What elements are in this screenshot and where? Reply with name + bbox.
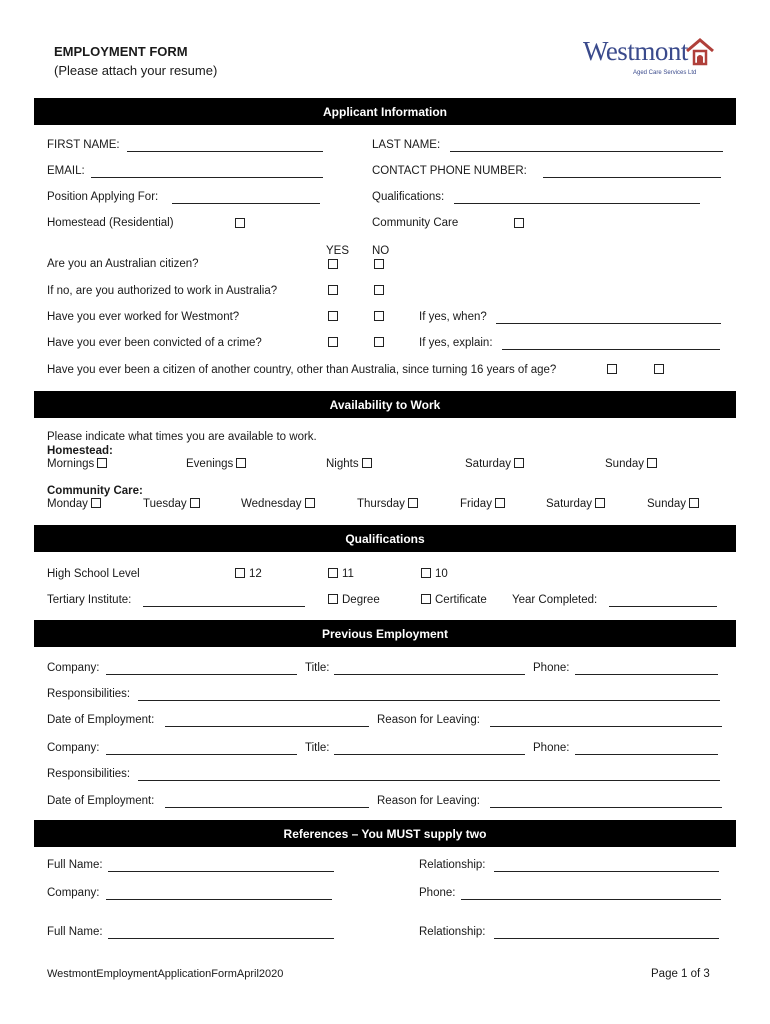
level-12-checkbox[interactable]: [235, 568, 245, 578]
first-name-field[interactable]: [127, 151, 323, 152]
ref1-relationship-field[interactable]: [494, 871, 719, 872]
prev2-company-field[interactable]: [106, 754, 297, 755]
homestead-heading: Homestead:: [47, 445, 113, 457]
section-availability: Availability to Work: [34, 391, 736, 418]
prev1-reason-label: Reason for Leaving:: [377, 714, 480, 726]
convicted-explain-label: If yes, explain:: [419, 337, 493, 349]
prev2-company-label: Company:: [47, 742, 100, 754]
authorized-no-checkbox[interactable]: [374, 285, 384, 295]
avail-wednesday-checkbox[interactable]: [305, 498, 315, 508]
ref2-full-name-label: Full Name:: [47, 926, 103, 938]
avail-community-saturday[interactable]: [546, 498, 605, 510]
question-other-country: Have you ever been a citizen of another country, other than Australia, since turning 16 years of age?: [47, 364, 557, 376]
level-10-checkbox[interactable]: [421, 568, 431, 578]
convicted-yes-checkbox[interactable]: [328, 337, 338, 347]
certificate-checkbox[interactable]: [421, 594, 431, 604]
avail-mornings-label: Mornings: [47, 458, 95, 470]
footer-filename: WestmontEmploymentApplicationFormApril2020: [47, 968, 284, 980]
community-care-checkbox[interactable]: [514, 218, 524, 228]
no-header: NO: [372, 245, 390, 257]
last-name-label: LAST NAME:: [372, 139, 441, 151]
level-11[interactable]: [328, 568, 354, 580]
avail-nights-checkbox[interactable]: [362, 458, 372, 468]
ref2-relationship-field[interactable]: [494, 938, 719, 939]
avail-nights-label: Nights: [326, 458, 359, 470]
avail-evenings-label: Evenings: [186, 458, 234, 470]
degree-label: Degree: [342, 594, 380, 606]
citizen-yes-checkbox[interactable]: [328, 259, 338, 269]
avail-wednesday-label: Wednesday: [241, 498, 302, 510]
question-convicted: Have you ever been convicted of a crime?: [47, 337, 262, 349]
prev2-phone-field[interactable]: [575, 754, 718, 755]
yes-header: YES: [326, 245, 350, 257]
form-subtitle: (Please attach your resume): [54, 63, 218, 78]
prev1-responsibilities-label: Responsibilities:: [47, 688, 131, 700]
email-label: EMAIL:: [47, 165, 85, 177]
avail-thursday-label: Thursday: [357, 498, 405, 510]
avail-homestead-saturday[interactable]: [465, 458, 524, 470]
high-school-label: High School Level: [47, 568, 140, 580]
prev2-title-label: Title:: [305, 742, 330, 754]
worked-when-label: If yes, when?: [419, 311, 487, 323]
ref1-relationship-label: Relationship:: [419, 859, 486, 871]
avail-tuesday[interactable]: [143, 498, 200, 510]
level-12-label: 12: [249, 568, 262, 580]
ref1-phone-field[interactable]: [461, 899, 721, 900]
prev1-title-field[interactable]: [334, 674, 525, 675]
avail-evenings-checkbox[interactable]: [236, 458, 246, 468]
year-completed-field[interactable]: [609, 606, 717, 607]
question-citizen: Are you an Australian citizen?: [47, 258, 199, 270]
avail-thursday-checkbox[interactable]: [408, 498, 418, 508]
ref1-company-label: Company:: [47, 887, 100, 899]
westmont-logo: [583, 36, 723, 86]
avail-homestead-sunday-label: Sunday: [605, 458, 645, 470]
prev1-title-label: Title:: [305, 662, 330, 674]
avail-friday[interactable]: [460, 498, 505, 510]
avail-monday-checkbox[interactable]: [91, 498, 101, 508]
worked-yes-checkbox[interactable]: [328, 311, 338, 321]
availability-intro: Please indicate what times you are available to work.: [47, 431, 317, 443]
ref2-full-name-field[interactable]: [108, 938, 334, 939]
logo-subtext: Aged Care Services Ltd: [633, 70, 697, 76]
avail-homestead-saturday-checkbox[interactable]: [514, 458, 524, 468]
avail-homestead-sunday[interactable]: [605, 458, 657, 470]
position-label: Position Applying For:: [47, 191, 159, 203]
certificate-label: Certificate: [435, 594, 487, 606]
other-country-yes-checkbox[interactable]: [607, 364, 617, 374]
prev1-phone-field[interactable]: [575, 674, 718, 675]
authorized-yes-checkbox[interactable]: [328, 285, 338, 295]
prev1-date-label: Date of Employment:: [47, 714, 155, 726]
level-11-checkbox[interactable]: [328, 568, 338, 578]
level-10-label: 10: [435, 568, 448, 580]
avail-wednesday[interactable]: [241, 498, 315, 510]
tertiary-label: Tertiary Institute:: [47, 594, 132, 606]
prev2-title-field[interactable]: [334, 754, 525, 755]
year-completed-label: Year Completed:: [512, 594, 598, 606]
avail-tuesday-checkbox[interactable]: [190, 498, 200, 508]
prev2-responsibilities-field[interactable]: [138, 780, 720, 781]
avail-homestead-sunday-checkbox[interactable]: [647, 458, 657, 468]
avail-mornings-checkbox[interactable]: [97, 458, 107, 468]
homestead-checkbox[interactable]: [235, 218, 245, 228]
contact-phone-field[interactable]: [543, 177, 721, 178]
prev2-date-field[interactable]: [165, 807, 369, 808]
section-references: References – You MUST supply two: [34, 820, 736, 847]
level-12[interactable]: [235, 568, 262, 580]
avail-mornings[interactable]: [47, 458, 107, 470]
degree-checkbox[interactable]: [328, 594, 338, 604]
logo-wordmark: Westmont: [583, 36, 688, 66]
worked-when-field[interactable]: [496, 323, 721, 324]
prev2-date-label: Date of Employment:: [47, 795, 155, 807]
degree-option[interactable]: [328, 594, 380, 606]
qualifications-label: Qualifications:: [372, 191, 445, 203]
level-10[interactable]: [421, 568, 448, 580]
avail-monday-label: Monday: [47, 498, 88, 510]
ref1-phone-label: Phone:: [419, 887, 456, 899]
avail-tuesday-label: Tuesday: [143, 498, 187, 510]
prev1-responsibilities-field[interactable]: [138, 700, 720, 701]
ref2-relationship-label: Relationship:: [419, 926, 486, 938]
contact-phone-label: CONTACT PHONE NUMBER:: [372, 165, 527, 177]
community-care-heading: Community Care:: [47, 485, 143, 497]
ref1-full-name-label: Full Name:: [47, 859, 103, 871]
form-title: EMPLOYMENT FORM: [54, 44, 188, 59]
convicted-explain-field[interactable]: [502, 349, 720, 350]
avail-friday-checkbox[interactable]: [495, 498, 505, 508]
prev2-reason-field[interactable]: [490, 807, 722, 808]
section-previous-employment: Previous Employment: [34, 620, 736, 647]
prev1-company-field[interactable]: [106, 674, 297, 675]
prev2-reason-label: Reason for Leaving:: [377, 795, 480, 807]
first-name-label: FIRST NAME:: [47, 139, 120, 151]
convicted-no-checkbox[interactable]: [374, 337, 384, 347]
prev2-responsibilities-label: Responsibilities:: [47, 768, 131, 780]
footer-page-number: Page 1 of 3: [651, 968, 710, 980]
avail-community-sunday-checkbox[interactable]: [689, 498, 699, 508]
prev2-phone-label: Phone:: [533, 742, 570, 754]
prev1-reason-field[interactable]: [490, 726, 722, 727]
avail-thursday[interactable]: [357, 498, 418, 510]
other-country-no-checkbox[interactable]: [654, 364, 664, 374]
question-authorized: If no, are you authorized to work in Australia?: [47, 285, 278, 297]
position-field[interactable]: [172, 203, 320, 204]
prev1-phone-label: Phone:: [533, 662, 570, 674]
qualifications-field[interactable]: [454, 203, 700, 204]
avail-nights[interactable]: [326, 458, 372, 470]
prev1-date-field[interactable]: [165, 726, 369, 727]
ref1-full-name-field[interactable]: [108, 871, 334, 872]
avail-friday-label: Friday: [460, 498, 492, 510]
homestead-label: Homestead (Residential): [47, 217, 174, 229]
last-name-field[interactable]: [450, 151, 723, 152]
house-icon: [685, 38, 715, 66]
avail-community-sunday-label: Sunday: [647, 498, 687, 510]
avail-community-saturday-checkbox[interactable]: [595, 498, 605, 508]
avail-monday[interactable]: [47, 498, 101, 510]
avail-evenings[interactable]: [186, 458, 246, 470]
ref1-company-field[interactable]: [106, 899, 332, 900]
question-worked-westmont: Have you ever worked for Westmont?: [47, 311, 240, 323]
prev1-company-label: Company:: [47, 662, 100, 674]
worked-no-checkbox[interactable]: [374, 311, 384, 321]
avail-community-sunday[interactable]: [647, 498, 699, 510]
avail-community-saturday-label: Saturday: [546, 498, 593, 510]
avail-homestead-saturday-label: Saturday: [465, 458, 512, 470]
tertiary-field[interactable]: [143, 606, 305, 607]
certificate-option[interactable]: [421, 594, 487, 606]
email-field[interactable]: [91, 177, 323, 178]
section-applicant-information: Applicant Information: [34, 98, 736, 125]
community-care-label: Community Care: [372, 217, 459, 229]
section-qualifications: Qualifications: [34, 525, 736, 552]
level-11-label: 11: [342, 568, 354, 580]
citizen-no-checkbox[interactable]: [374, 259, 384, 269]
